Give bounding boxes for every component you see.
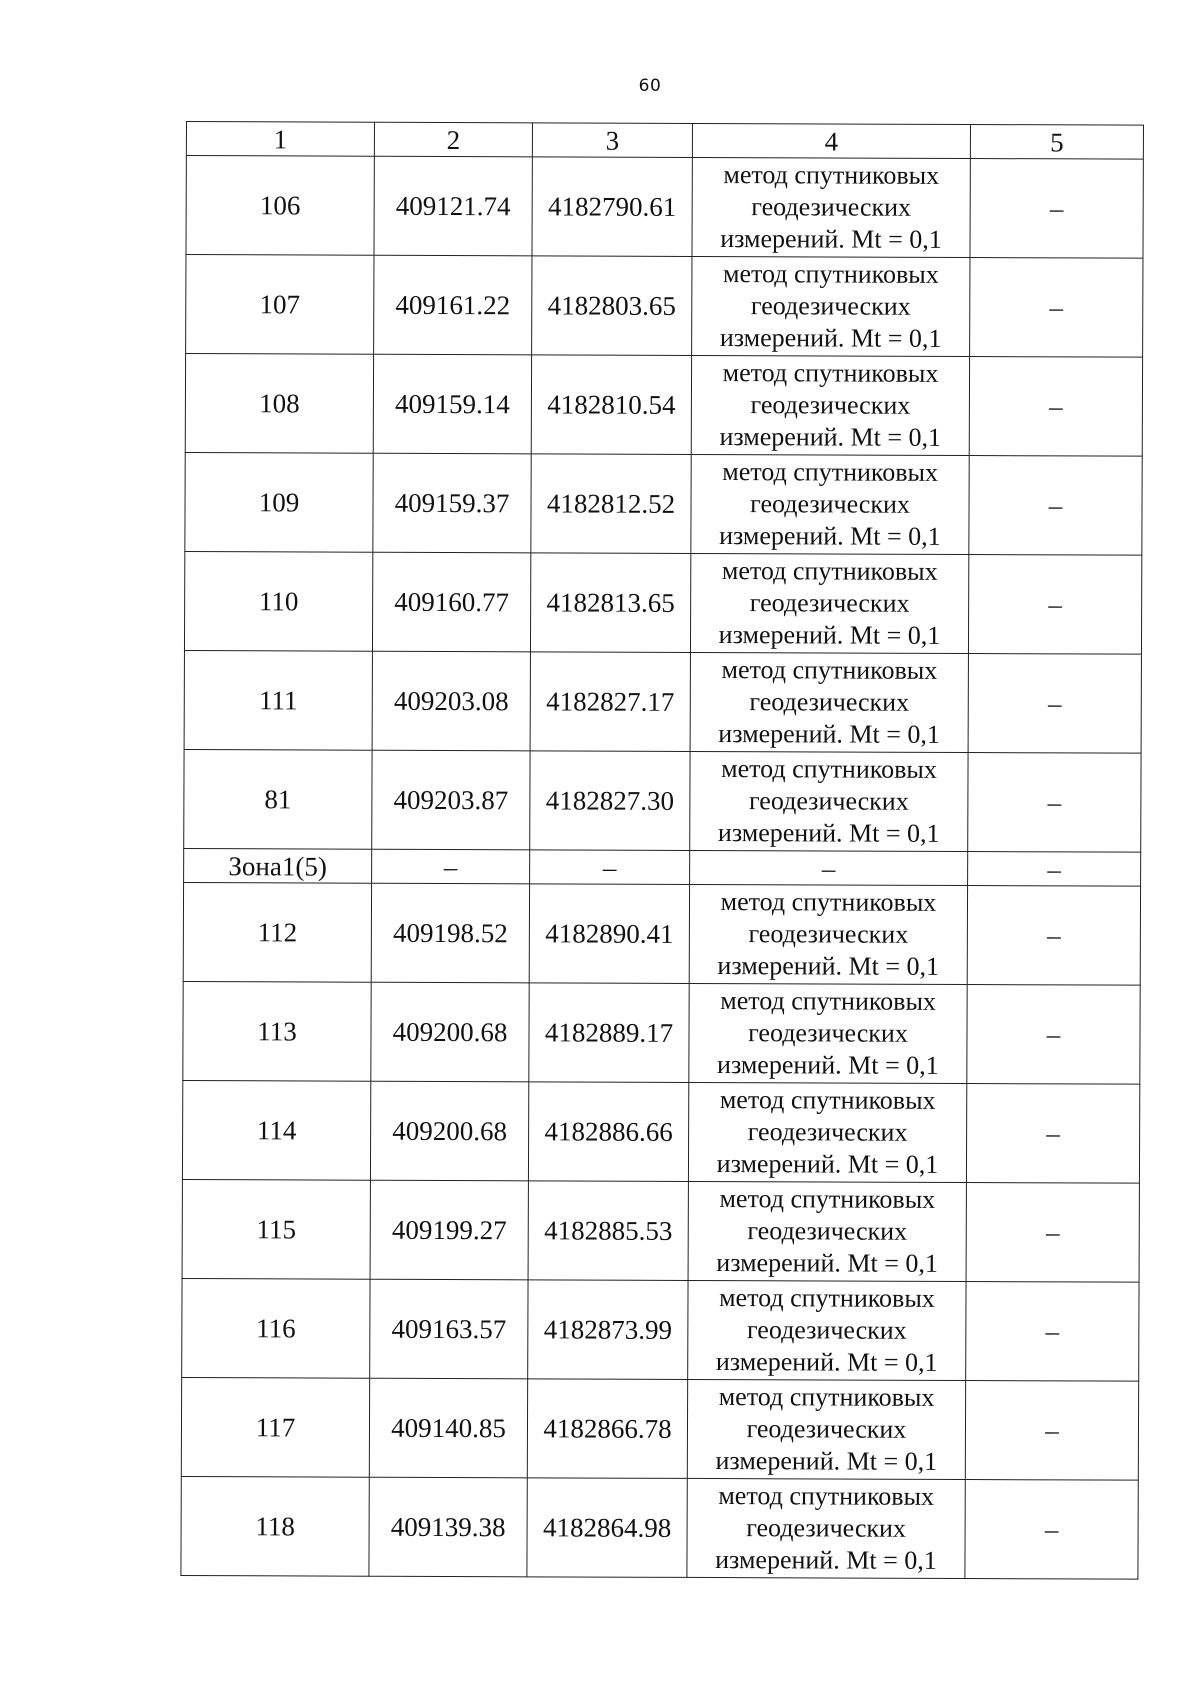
coordinates-table	[180, 121, 1144, 1580]
y-coordinate-cell: 4182813.65	[530, 553, 690, 653]
method-line: измерений. Mt = 0,1	[719, 422, 942, 452]
point-number-cell: 110	[184, 551, 372, 651]
y-coordinate-cell: 4182885.53	[528, 1181, 688, 1281]
x-coordinate-cell: 409139.38	[369, 1477, 527, 1577]
zone-col4-cell: –	[690, 850, 968, 885]
method-line: измерений. Mt = 0,1	[720, 224, 942, 254]
method-line: метод спутниковых	[721, 556, 938, 586]
point-number-cell: 112	[183, 882, 371, 982]
y-coordinate-cell: 4182827.17	[530, 652, 690, 752]
note-cell: –	[965, 1381, 1138, 1481]
note-cell: –	[966, 1282, 1139, 1382]
x-coordinate-cell: 409159.37	[373, 453, 531, 553]
x-coordinate-cell: 409161.22	[374, 255, 532, 355]
header-col-2: 2	[374, 122, 532, 157]
note-cell: –	[966, 1084, 1139, 1184]
method-line: измерений. Mt = 0,1	[715, 1446, 938, 1476]
y-coordinate-cell: 4182864.98	[527, 1478, 687, 1578]
x-coordinate-cell: 409160.77	[372, 552, 530, 652]
method-cell	[688, 1082, 966, 1182]
method-cell	[690, 553, 968, 653]
method-line: геодезических	[746, 1414, 907, 1444]
method-line: измерений. Mt = 0,1	[717, 951, 940, 981]
table-row	[183, 882, 1140, 985]
zone-col5-cell: –	[968, 852, 1141, 887]
coordinates-table-wrapper	[180, 121, 1143, 1580]
table-row	[182, 1080, 1139, 1183]
method-line: измерений. Mt = 0,1	[719, 521, 941, 551]
method-line: измерений. Mt = 0,1	[716, 1149, 939, 1179]
header-col-1: 1	[186, 122, 374, 157]
x-coordinate-cell: 409203.87	[372, 750, 530, 850]
y-coordinate-cell: 4182873.99	[528, 1280, 688, 1380]
x-coordinate-cell: 409199.27	[370, 1180, 528, 1280]
point-number-cell: 111	[184, 650, 372, 750]
x-coordinate-cell: 409140.85	[369, 1378, 527, 1478]
y-coordinate-cell: 4182803.65	[532, 256, 692, 356]
point-number-cell: 109	[185, 452, 373, 552]
y-coordinate-cell: 4182790.61	[532, 157, 692, 257]
method-line: метод спутниковых	[719, 1184, 936, 1214]
note-cell: –	[969, 357, 1142, 457]
header-col-3: 3	[532, 123, 692, 158]
method-line: метод спутниковых	[720, 986, 937, 1016]
header-col-4: 4	[692, 123, 970, 158]
note-cell: –	[967, 886, 1140, 986]
x-coordinate-cell: 409163.57	[370, 1279, 528, 1379]
method-line: метод спутниковых	[721, 754, 937, 784]
y-coordinate-cell: 4182889.17	[529, 983, 689, 1083]
x-coordinate-cell: 409203.08	[372, 651, 530, 751]
method-line: метод спутниковых	[723, 259, 939, 289]
method-line: метод спутниковых	[722, 457, 939, 487]
method-line: измерений. Mt = 0,1	[716, 1248, 938, 1278]
note-cell: –	[968, 753, 1141, 853]
y-coordinate-cell: 4182812.52	[531, 454, 691, 554]
y-coordinate-cell: 4182866.78	[527, 1379, 687, 1479]
method-cell	[688, 1181, 966, 1281]
point-number-cell: 108	[185, 354, 373, 454]
table-row	[184, 551, 1141, 654]
method-line: геодезических	[748, 1018, 908, 1048]
method-line: геодезических	[746, 1513, 907, 1543]
method-line: метод спутниковых	[719, 1085, 936, 1115]
note-cell: –	[968, 654, 1141, 754]
table-row	[185, 354, 1142, 457]
x-coordinate-cell: 409159.14	[373, 354, 531, 454]
note-cell: –	[966, 1183, 1139, 1283]
method-cell	[689, 983, 967, 1083]
table-row	[184, 749, 1141, 852]
method-cell	[692, 256, 970, 356]
table-row	[183, 981, 1140, 1084]
y-coordinate-cell: 4182810.54	[531, 355, 691, 455]
y-coordinate-cell: 4182827.30	[530, 751, 690, 851]
method-line: геодезических	[747, 1216, 908, 1246]
method-line: измерений. Mt = 0,1	[715, 1545, 937, 1575]
method-line: измерений. Mt = 0,1	[717, 818, 940, 848]
zone-label-cell: Зона1(5)	[184, 848, 372, 883]
method-cell	[692, 157, 970, 257]
table-row	[181, 1476, 1138, 1579]
x-coordinate-cell: 409121.74	[374, 156, 532, 256]
zone-row	[184, 848, 1141, 886]
method-cell	[687, 1478, 965, 1578]
note-cell: –	[970, 159, 1143, 259]
method-line: геодезических	[751, 192, 912, 222]
point-number-cell: 106	[186, 156, 374, 256]
x-coordinate-cell: 409198.52	[371, 883, 529, 983]
note-cell: –	[968, 555, 1141, 655]
zone-col3-cell: –	[530, 850, 690, 885]
method-line: метод спутниковых	[719, 1283, 935, 1313]
method-line: метод спутниковых	[718, 1382, 935, 1412]
method-cell	[691, 355, 969, 455]
table-row	[186, 255, 1143, 358]
method-cell	[690, 751, 968, 851]
method-line: измерений. Mt = 0,1	[718, 719, 941, 749]
point-number-cell: 118	[181, 1476, 369, 1576]
method-line: метод спутниковых	[723, 160, 940, 190]
method-line: метод спутниковых	[718, 1481, 935, 1511]
y-coordinate-cell: 4182886.66	[528, 1082, 688, 1182]
header-col-5: 5	[970, 125, 1143, 160]
method-line: метод спутниковых	[721, 655, 938, 685]
table-row	[182, 1278, 1139, 1381]
zone-col2-cell: –	[372, 849, 530, 884]
method-line: измерений. Mt = 0,1	[719, 323, 942, 353]
note-cell: –	[967, 985, 1140, 1085]
method-line: геодезических	[749, 687, 910, 717]
method-line: измерений. Mt = 0,1	[715, 1347, 938, 1377]
method-cell	[690, 652, 968, 752]
table-row	[185, 452, 1142, 555]
method-line: измерений. Mt = 0,1	[718, 620, 941, 650]
table-body	[181, 156, 1143, 1580]
method-line: метод спутниковых	[722, 358, 939, 388]
note-cell: –	[965, 1480, 1138, 1580]
method-line: геодезических	[750, 390, 911, 420]
page-number: 60	[638, 76, 662, 96]
method-cell	[689, 884, 967, 984]
table-row	[182, 1179, 1139, 1282]
table-header-row	[186, 122, 1143, 160]
method-line: геодезических	[748, 919, 909, 949]
point-number-cell: 115	[182, 1179, 370, 1279]
method-cell	[691, 454, 969, 554]
method-line: геодезических	[750, 489, 910, 519]
table-row	[184, 650, 1141, 753]
method-cell	[688, 1280, 966, 1380]
method-line: геодезических	[750, 291, 911, 321]
method-cell	[687, 1379, 965, 1479]
method-line: геодезических	[747, 1117, 908, 1147]
point-number-cell: 107	[186, 255, 374, 355]
method-line: геодезических	[749, 588, 910, 618]
point-number-cell: 114	[182, 1080, 370, 1180]
x-coordinate-cell: 409200.68	[370, 1081, 528, 1181]
table-row	[186, 156, 1143, 259]
note-cell: –	[970, 258, 1143, 358]
point-number-cell: 117	[181, 1377, 369, 1477]
point-number-cell: 81	[184, 749, 372, 849]
method-line: геодезических	[746, 1315, 907, 1345]
method-line: геодезических	[748, 786, 909, 816]
point-number-cell: 113	[183, 981, 371, 1081]
table-row	[181, 1377, 1138, 1480]
x-coordinate-cell: 409200.68	[371, 982, 529, 1082]
method-line: измерений. Mt = 0,1	[717, 1050, 939, 1080]
point-number-cell: 116	[182, 1278, 370, 1378]
method-line: метод спутниковых	[720, 887, 937, 917]
note-cell: –	[969, 456, 1142, 556]
y-coordinate-cell: 4182890.41	[529, 884, 689, 984]
